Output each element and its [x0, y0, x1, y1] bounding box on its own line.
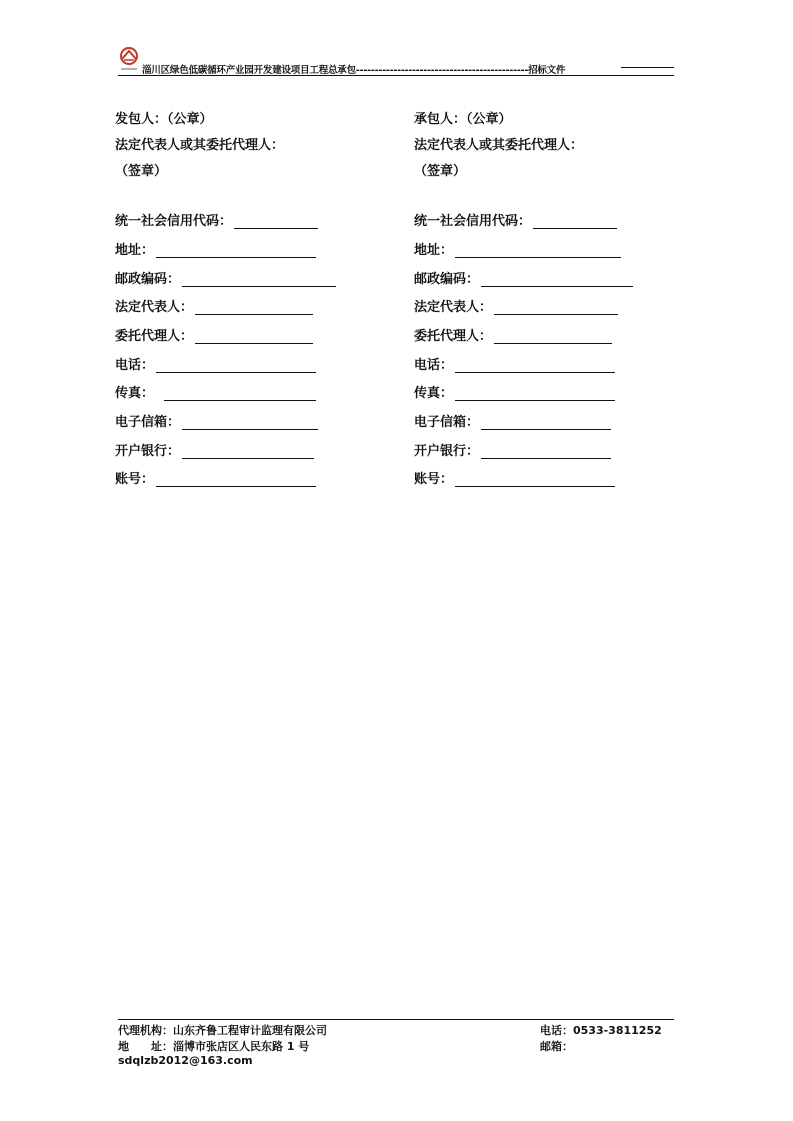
account-blank[interactable]	[156, 473, 316, 487]
contractor-field-phone: 电话：	[414, 354, 615, 370]
legal-rep-blank[interactable]	[195, 301, 313, 315]
agent-blank[interactable]	[195, 330, 313, 344]
employer-field-email: 电子信箱：	[115, 411, 318, 427]
employer-title: 发包人：（公章）	[115, 112, 213, 127]
employer-rep-line: 法定代表人或其委托代理人：	[115, 138, 285, 153]
employer-field-phone: 电话：	[115, 354, 316, 370]
contractor-field-fax: 传真：	[414, 382, 615, 398]
employer-field-account: 账号：	[115, 468, 316, 484]
footer-mailbox: 邮箱：	[540, 1040, 573, 1053]
footer-address: 地 址：淄博市张店区人民东路 1 号	[118, 1040, 310, 1053]
employer-sign: （签章）	[115, 164, 168, 179]
employer-field-postcode: 邮政编码：	[115, 268, 336, 284]
footer-agency: 代理机构：山东齐鲁工程审计监理有限公司	[118, 1024, 327, 1037]
address-blank[interactable]	[156, 244, 316, 258]
contractor-field-email: 电子信箱：	[414, 411, 611, 427]
contractor-field-bank: 开户银行：	[414, 440, 611, 456]
footer-email[interactable]: sdqlzb2012@163.com	[118, 1054, 253, 1067]
contractor-field-account: 账号：	[414, 468, 615, 484]
footer-divider	[118, 1019, 674, 1020]
address-blank[interactable]	[455, 244, 621, 258]
email-blank[interactable]	[182, 416, 318, 430]
page-header	[118, 46, 674, 80]
credit-code-blank[interactable]	[533, 215, 617, 229]
phone-blank[interactable]	[156, 359, 316, 373]
legal-rep-blank[interactable]	[494, 301, 618, 315]
agent-blank[interactable]	[494, 330, 612, 344]
bank-blank[interactable]	[182, 445, 314, 459]
contractor-sign: （签章）	[414, 164, 467, 179]
employer-field-legal-rep: 法定代表人：	[115, 296, 313, 312]
company-logo-icon	[118, 46, 140, 72]
contractor-field-agent: 委托代理人：	[414, 325, 612, 341]
contractor-field-postcode: 邮政编码：	[414, 268, 633, 284]
employer-field-fax: 传真：	[115, 382, 316, 398]
fax-blank[interactable]	[455, 387, 615, 401]
employer-field-bank: 开户银行：	[115, 440, 314, 456]
bank-blank[interactable]	[481, 445, 611, 459]
footer-phone: 电话：0533-3811252	[540, 1024, 662, 1037]
header-divider-short	[621, 67, 674, 68]
employer-field-credit-code: 统一社会信用代码：	[115, 210, 318, 226]
header-title: 淄川区绿色低碳循环产业园开发建设项目工程总承包----------------------------------------------招标文件	[142, 65, 566, 76]
credit-code-blank[interactable]	[234, 215, 318, 229]
fax-blank[interactable]	[164, 387, 316, 401]
postcode-blank[interactable]	[481, 273, 633, 287]
header-divider	[118, 75, 674, 76]
phone-blank[interactable]	[455, 359, 615, 373]
account-blank[interactable]	[455, 473, 615, 487]
contractor-field-credit-code: 统一社会信用代码：	[414, 210, 617, 226]
postcode-blank[interactable]	[182, 273, 336, 287]
employer-field-agent: 委托代理人：	[115, 325, 313, 341]
contractor-title: 承包人：（公章）	[414, 112, 512, 127]
contractor-rep-line: 法定代表人或其委托代理人：	[414, 138, 584, 153]
contractor-field-address: 地址：	[414, 239, 621, 255]
employer-field-address: 地址：	[115, 239, 316, 255]
email-blank[interactable]	[481, 416, 611, 430]
contractor-field-legal-rep: 法定代表人：	[414, 296, 618, 312]
